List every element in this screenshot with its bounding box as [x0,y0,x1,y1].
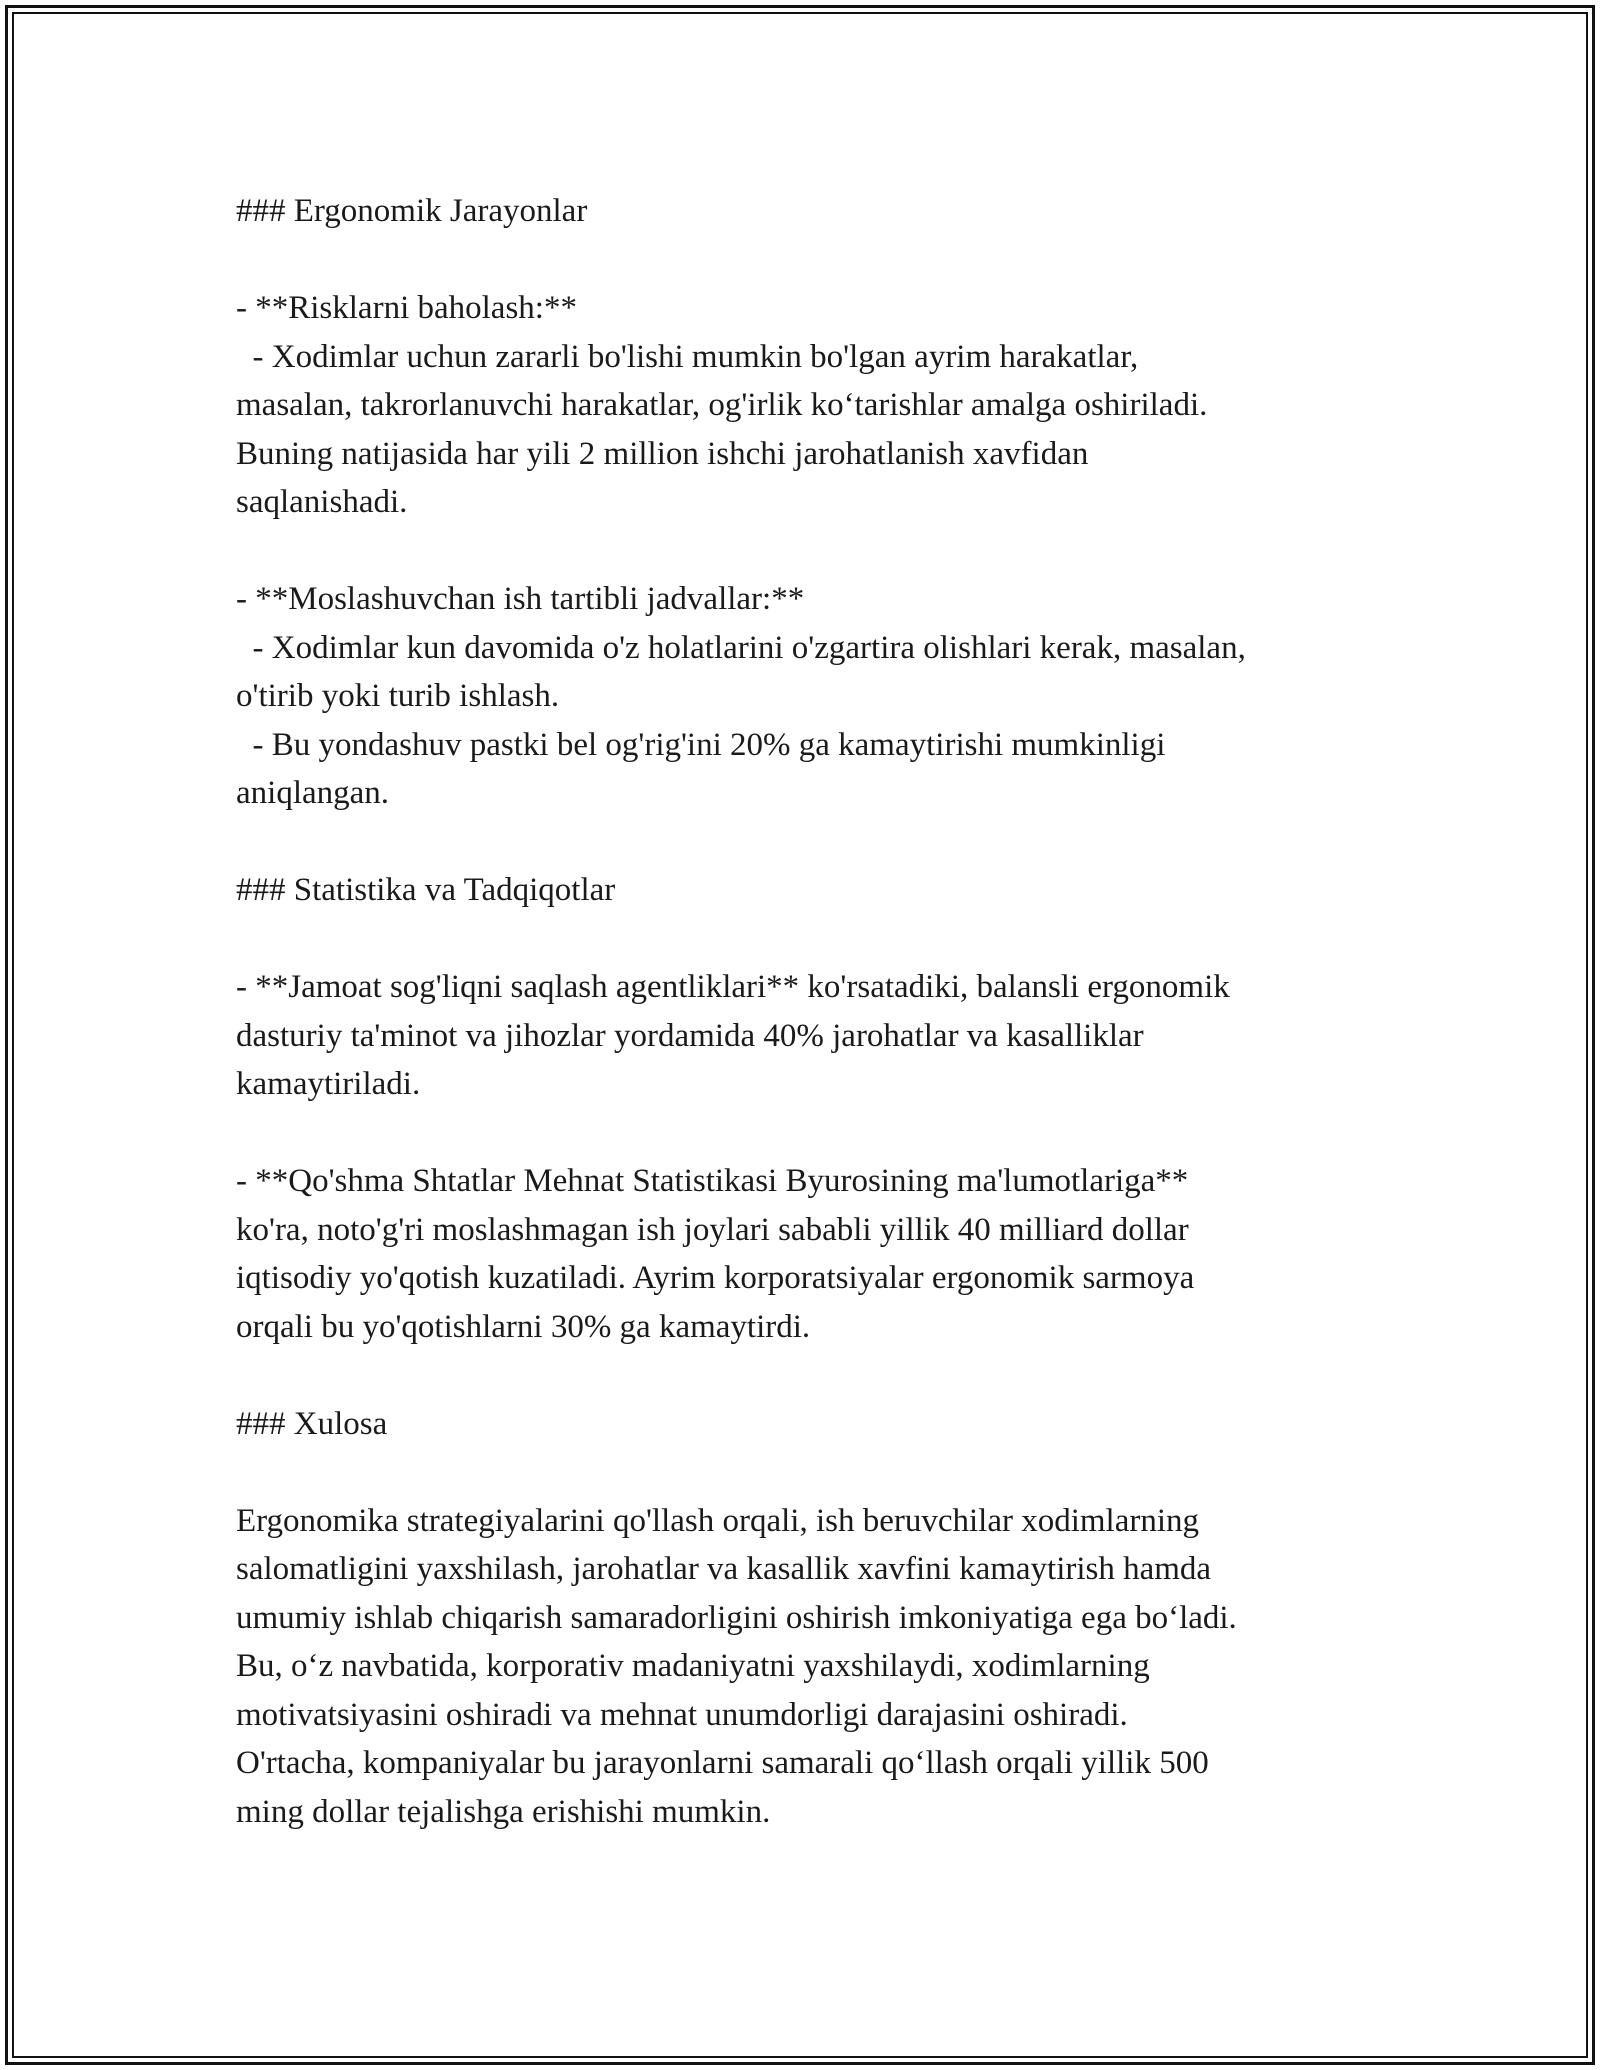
document-body [236,187,1376,1836]
text-line: orqali bu yo'qotishlarni 30% ga kamaytirdi. [236,1308,811,1345]
text-line: iqtisodiy yo'qotish kuzatiladi. Ayrim korporatsiyalar ergonomik sarmoya [236,1260,1195,1296]
text-line: - Xodimlar uchun zararli bo'lishi mumkin bo'lgan ayrim harakatlar, [236,338,1139,375]
conclusion-line: motivatsiyasini oshiradi va mehnat unumdorligi darajasini oshiradi. [236,1696,1128,1733]
bullet-mehnat-statistikasi: - **Qo'shma Shtatlar Mehnat Statistikasi Byurosining ma'lumotlariga** [236,1163,1189,1199]
conclusion-line: umumiy ishlab chiqarish samaradorligini oshirish imkoniyatiga ega bo‘ladi. [236,1599,1237,1636]
conclusion-line: Ergonomika strategiyalarini qo'llash orqali, ish beruvchilar xodimlarning [236,1502,1200,1539]
blank-line [236,1109,1376,1158]
text-line: - Xodimlar kun davomida o'z holatlarini o'zgartira olishlari kerak, masalan, [236,629,1246,666]
text-line: saqlanishadi. [236,484,408,520]
blank-line [236,236,1376,285]
heading-ergonomik-jarayonlar: ### Ergonomik Jarayonlar [236,193,588,229]
conclusion-line: O'rtacha, kompaniyalar bu jarayonlarni samarali qo‘llash orqali yillik 500 [236,1745,1209,1781]
blank-line [236,1448,1376,1497]
text-line: Buning natijasida har yili 2 million ishchi jarohatlanish xavfidan [236,435,1089,472]
conclusion-line: Bu, o‘z navbatida, korporativ madaniyatni yaxshilaydi, xodimlarning [236,1648,1150,1684]
bullet-jamoat-sogliqni: - **Jamoat sog'liqni saqlash agentliklari** ko'rsatadiki, balansli ergonomik [236,969,1230,1005]
conclusion-line: ming dollar tejalishga erishishi mumkin. [236,1793,771,1830]
bullet-risklarni-baholash: - **Risklarni baholash:** [236,290,577,326]
text-line: kamaytiriladi. [236,1066,421,1102]
heading-xulosa: ### Xulosa [236,1405,388,1442]
blank-line [236,527,1376,576]
text-line: aniqlangan. [236,775,390,811]
heading-statistika-va-tadqiqotlar: ### Statistika va Tadqiqotlar [236,872,616,908]
conclusion-line: salomatligini yaxshilash, jarohatlar va kasallik xavfini kamaytirish hamda [236,1551,1212,1587]
blank-line [236,1351,1376,1400]
text-line: masalan, takrorlanuvchi harakatlar, og'irlik ko‘tarishlar amalga oshiriladi. [236,387,1208,423]
blank-line [236,818,1376,867]
bullet-moslashuvchan-jadvallar: - **Moslashuvchan ish tartibli jadvallar:** [236,581,805,617]
text-line: - Bu yondashuv pastki bel og'rig'ini 20% ga kamaytirishi mumkinligi [236,726,1166,763]
text-line: dasturiy ta'minot va jihozlar yordamida 40% jarohatlar va kasalliklar [236,1017,1144,1054]
blank-line [236,915,1376,964]
text-line: o'tirib yoki turib ishlash. [236,678,560,714]
text-line: ko'ra, noto'g'ri moslashmagan ish joylari sababli yillik 40 milliard dollar [236,1211,1189,1248]
